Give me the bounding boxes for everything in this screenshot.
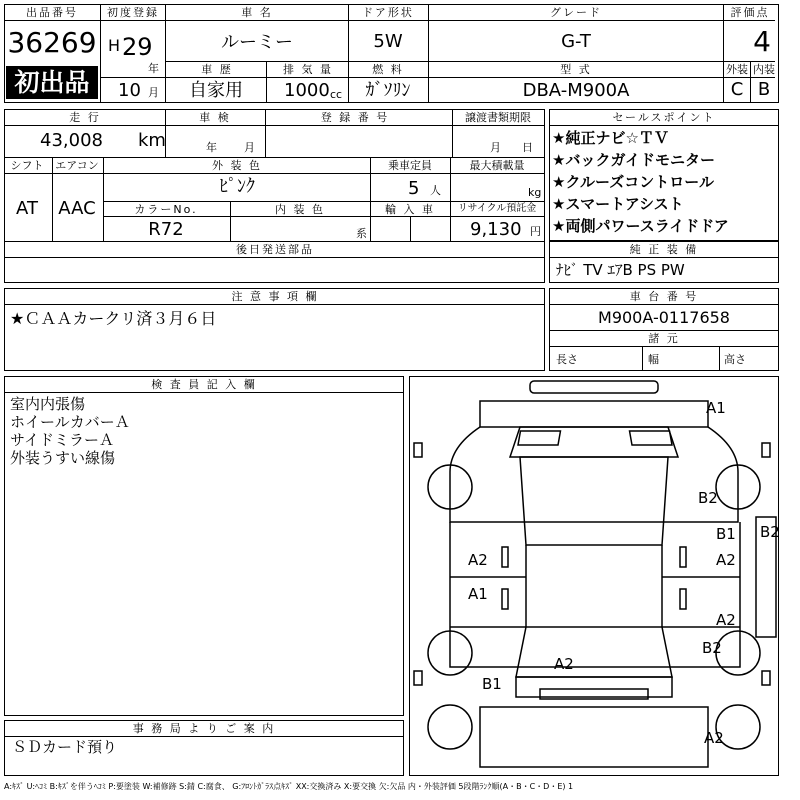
inspector-line: 外装うすい線傷: [10, 449, 116, 467]
length-label: 長さ: [556, 353, 578, 366]
door-label: ドア形状: [362, 6, 414, 19]
load-unit: kg: [528, 186, 542, 199]
ext-grade: C: [730, 79, 744, 100]
month-unit: 月: [148, 86, 159, 99]
damage-mark: A1: [706, 399, 726, 417]
reg-year: 29: [122, 33, 153, 61]
sales-point-item: ★バックガイドモニター: [552, 151, 715, 169]
int-grade: B: [757, 79, 771, 100]
car-outline-drawing: [410, 377, 778, 775]
car-history: 自家用: [189, 80, 243, 101]
recycle-label: リサイクル預託金: [457, 203, 537, 214]
first-reg-label: 初度登録: [107, 6, 159, 19]
width-label: 幅: [648, 353, 659, 366]
lot-number-label: 出品番号: [26, 6, 78, 19]
grade-label: グレード: [550, 6, 602, 19]
inspector-line: サイドミラーＡ: [10, 431, 114, 449]
ac-type: AAC: [58, 198, 96, 219]
mileage-label: 走 行: [69, 111, 101, 124]
score: 4: [753, 25, 771, 58]
damage-mark: A2: [554, 655, 574, 673]
shift-type: AT: [16, 198, 38, 219]
load-label: 最大積載量: [469, 159, 525, 172]
recycle-fee: 9,130: [470, 219, 522, 240]
model-label: 型 式: [560, 63, 592, 76]
later-parts-label: 後日発送部品: [236, 243, 314, 256]
damage-mark: A2: [468, 551, 488, 569]
notes-label: 注 意 事 項 欄: [231, 290, 319, 303]
inspection-year: 年: [206, 141, 217, 154]
damage-mark: B1: [716, 525, 736, 543]
damage-mark: A2: [716, 551, 736, 569]
score-label: 評価点: [730, 6, 770, 19]
transfer-doc-label: 譲渡書類期限: [465, 111, 531, 124]
int-color-label: 内 装 色: [275, 203, 325, 216]
color-no-label: カラーNo.: [134, 203, 198, 216]
damage-mark: B1: [482, 675, 502, 693]
sales-point-item: ★クルーズコントロール: [552, 173, 714, 191]
displacement-unit: cc: [330, 88, 343, 101]
sales-point-item: ★両側パワースライドドア: [552, 217, 729, 235]
equipment-label: 純 正 装 備: [629, 243, 699, 256]
import-label: 輸 入 車: [385, 203, 435, 216]
mileage-unit: km: [138, 130, 166, 151]
damage-mark: B2: [760, 523, 780, 541]
color-no: R72: [148, 219, 184, 240]
chassis-label: 車 台 番 号: [629, 290, 699, 303]
shift-label: シフト: [10, 159, 44, 172]
reg-number-label: 登 録 番 号: [320, 111, 390, 124]
year-unit: 年: [148, 62, 159, 75]
ext-color-label: 外 装 色: [212, 159, 262, 172]
era-letter: H: [108, 36, 121, 55]
mileage: 43,008: [40, 130, 103, 151]
damage-mark: A1: [468, 585, 488, 603]
fuel: ｶﾞｿﾘﾝ: [365, 80, 411, 101]
transfer-day: 日: [522, 141, 533, 154]
reg-month: 10: [118, 80, 141, 101]
grade: G-T: [561, 31, 591, 52]
sales-point-item: ★純正ナビ☆ＴＶ: [552, 129, 669, 147]
damage-mark: B2: [702, 639, 722, 657]
inspector-line: ホイールカバーＡ: [10, 413, 130, 431]
height-label: 高さ: [724, 353, 746, 366]
equipment-list: ﾅﾋﾞ TV ｴｱB PS PW: [556, 261, 685, 279]
displacement: 1000: [284, 80, 330, 101]
capacity-label: 乗車定員: [388, 159, 432, 172]
ext-grade-label: 外装: [726, 63, 748, 76]
capacity-unit: 人: [430, 184, 441, 197]
displacement-label: 排 気 量: [283, 63, 333, 76]
legend-text: A:ｷｽﾞ U:ﾍｺﾐ B:ｷｽﾞを伴うﾍｺﾐ P:要塗装 W:補修跡 S:錆 C:腐食、 G:ﾌﾛﾝﾄｶﾞﾗｽ点ｷｽﾞ XX:交換済み X:要交換 欠:欠品 内・外装評価 5段階ﾗﾝｸ順(A・B・C・D・E) 1: [4, 782, 574, 791]
sales-point-item: ★スマートアシスト: [552, 195, 684, 213]
transfer-month: 月: [490, 141, 501, 154]
ext-color: ﾋﾟﾝｸ: [219, 176, 255, 197]
capacity: 5: [408, 178, 420, 199]
chassis-number: M900A-0117658: [598, 308, 730, 327]
notes-text: ★ＣＡＡカークリ済３月６日: [10, 309, 217, 328]
lot-number: 36269: [7, 26, 97, 59]
inspector-line: 室内内張傷: [10, 395, 86, 413]
car-name-label: 車 名: [241, 6, 273, 19]
damage-mark: B2: [698, 489, 718, 507]
model-code: DBA-M900A: [522, 80, 630, 101]
specs-label: 諸 元: [648, 332, 680, 345]
damage-mark: A2: [704, 729, 724, 747]
inspector-label: 検 査 員 記 入 欄: [151, 378, 257, 391]
recycle-unit: 円: [530, 225, 541, 238]
office-label: 事 務 局 よ り ご 案 内: [132, 722, 276, 735]
sales-points-label: セールスポイント: [612, 111, 716, 124]
inspection-month: 月: [244, 141, 255, 154]
ac-label: エアコン: [55, 159, 99, 172]
first-listing-badge: 初出品: [6, 66, 98, 99]
door-type: 5W: [373, 31, 403, 52]
history-label: 車 歴: [201, 63, 233, 76]
inspection-label: 車 検: [199, 111, 231, 124]
car-name: ルーミー: [221, 32, 293, 53]
damage-mark: A2: [716, 611, 736, 629]
int-color-unit: 系: [356, 227, 367, 240]
int-grade-label: 内装: [753, 63, 775, 76]
office-text: ＳＤカード預り: [12, 738, 118, 756]
fuel-label: 燃 料: [372, 63, 404, 76]
car-damage-diagram: [409, 376, 779, 776]
